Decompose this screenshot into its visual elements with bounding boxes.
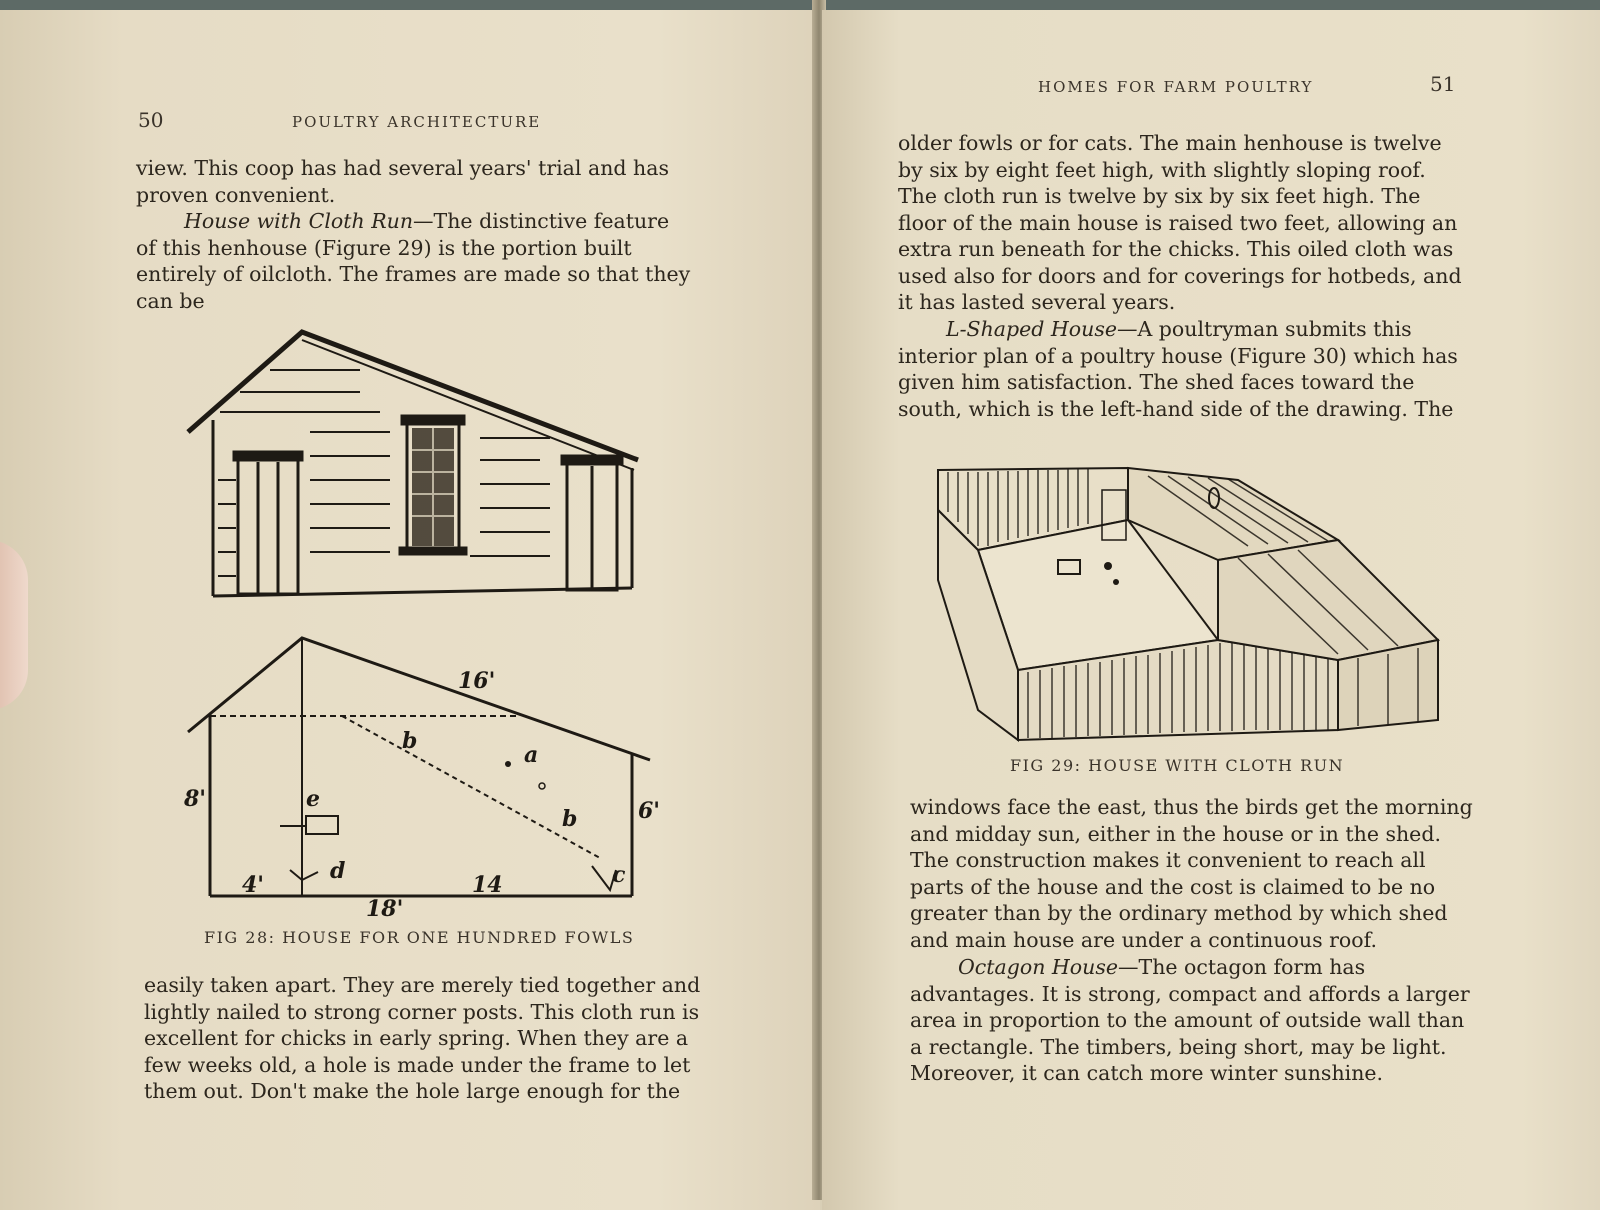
house-elevation-drawing <box>180 320 650 610</box>
running-head: POULTRY ARCHITECTURE <box>292 113 542 131</box>
point-marker <box>505 761 511 767</box>
page-number: 50 <box>138 108 164 132</box>
chicken-mark <box>1113 579 1119 585</box>
section-paragraph <box>136 208 692 314</box>
plan-label-b2: b <box>562 806 578 832</box>
plan-label-e: e <box>306 786 320 812</box>
floor-plan-drawing <box>180 630 660 920</box>
plan-label-16ft: 16' <box>458 668 496 694</box>
section-paragraph <box>910 954 1474 1087</box>
thumb <box>0 540 28 710</box>
plan-label-b1: b <box>402 728 418 754</box>
section-heading: L-Shaped House <box>946 317 1117 341</box>
right-page <box>822 10 1600 1210</box>
book-cover-edge <box>0 0 1600 10</box>
plan-label-14: 14 <box>472 872 503 898</box>
left-page <box>0 10 820 1210</box>
point-marker <box>539 783 545 789</box>
paragraph-bottom: windows face the east, thus the birds get the morning and midday sun, either in the house or in the shed. The construction makes it convenient to reach all parts of the house and the cost is claimed to be no greater than by the ordinary method by which shed and main house are under a continuous roof. <box>910 795 1473 952</box>
page-number: 51 <box>1430 72 1456 96</box>
section-text: —The distinctive feature of this henhouse (Figure 29) is the portion built entirely of oilcloth. The frames are made so that they can be <box>136 209 691 313</box>
plan-label-18ft: 18' <box>366 896 404 920</box>
plan-label-8ft: 8' <box>184 786 207 812</box>
chicken-mark <box>1104 562 1112 570</box>
section-text: —The octagon form has advantages. It is strong, compact and affords a larger area in proportion to the amount of outside wall than a rectangle. The timbers, being short, may be light. Moreover, it can catch more winter sunshine. <box>910 955 1470 1085</box>
section-text: —A poultryman submits this interior plan of a poultry house (Figure 30) which has given him satisfaction. The shed faces toward the south, which is the left-hand side of the drawing. The <box>898 317 1458 421</box>
section-paragraph <box>898 316 1464 422</box>
section-heading: Octagon House <box>958 955 1119 979</box>
paragraph-top <box>136 155 692 314</box>
paragraph-top: older fowls or for cats. The main henhouse is twelve by six by eight feet high, with slightly sloping roof. The cloth run is twelve by six by six feet high. The floor of the main house is raised two feet, allowing an extra run beneath for the chicks. This oiled cloth was used also for doors and for coverings for hotbeds, and it has lasted several years. <box>898 131 1462 314</box>
paragraph-line: view. This coop has had several years' trial and has proven convenient. <box>136 156 669 207</box>
plan-label-c: c <box>612 862 626 888</box>
plan-label-d: d <box>330 858 346 884</box>
section-heading: House with Cloth Run <box>184 209 414 233</box>
running-head: HOMES FOR FARM POULTRY <box>1038 78 1314 96</box>
plan-label-a: a <box>524 742 539 768</box>
plan-label-4ft: 4' <box>242 872 265 898</box>
figure-caption: FIG 28: HOUSE FOR ONE HUNDRED FOWLS <box>204 928 635 947</box>
figure-caption: FIG 29: HOUSE WITH CLOTH RUN <box>1010 756 1345 775</box>
paragraph-bottom: easily taken apart. They are merely tied together and lightly nailed to strong corner posts. This cloth run is excellent for chicks in early spring. When they are a few weeks old, a hole is made under the frame to let them out. Don't make the hole large enough for the <box>144 973 701 1103</box>
plan-label-6ft: 6' <box>638 798 660 824</box>
cloth-run-house-illustration <box>918 450 1458 750</box>
